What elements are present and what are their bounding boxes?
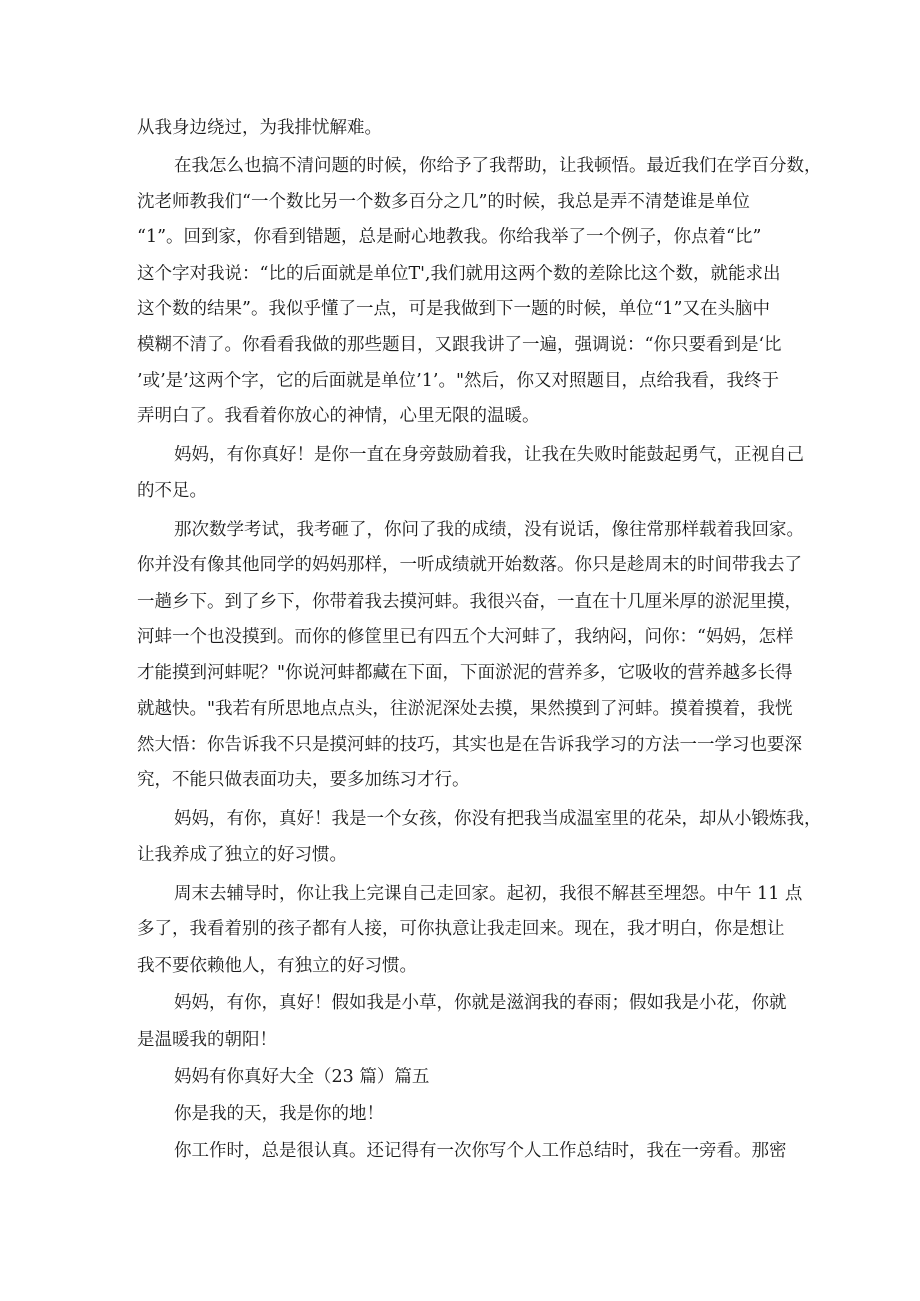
text-line: 让我养成了独立的好习惯。 [137, 845, 347, 865]
text-line: 然大悟：你告诉我不只是摸河蚌的技巧，其实也是在告诉我学习的方法一一学习也要深 [137, 735, 802, 755]
text-line: 周末去辅导时，你让我上完课自己走回家。起初，我很不解甚至埋怨。中午 11 点 [174, 884, 803, 904]
text-line: “1”。回到家，你看到错题，总是耐心地教我。你给我举了一个例子，你点着“比” [137, 227, 762, 247]
text-line: 这个数的结果”。我似乎懂了一点，可是我做到下一题的时候，单位“1”又在头脑中 [137, 299, 770, 319]
text-line: 沈老师教我们“一个数比另一个数多百分之几”的时候，我总是弄不清楚谁是单位 [137, 192, 750, 212]
text-line: 妈妈，有你真好！是你一直在身旁鼓励着我，让我在失败时能鼓起勇气，正视自己 [174, 445, 804, 465]
text-line: 妈妈，有你，真好！我是一个女孩，你没有把我当成温室里的花朵，却从小锻炼我， [174, 809, 822, 829]
section-heading: 妈妈有你真好大全（23 篇）篇五 [174, 1067, 430, 1087]
text-line: 河蚌一个也没摸到。而你的修筐里已有四五个大河蚌了，我纳闷，问你：“妈妈，怎样 [137, 627, 794, 647]
text-line: 弄明白了。我看着你放心的神情，心里无限的温暖。 [137, 406, 540, 426]
text-line: 多了，我看着别的孩子都有人接，可你执意让我走回来。现在，我才明白，你是想让 [137, 919, 785, 939]
text-line: 的不足。 [137, 481, 207, 501]
text-line: 究，不能只做表面功夫，要多加练习才行。 [137, 770, 470, 790]
text-line: 这个字对我说：“比的后面就是单位T',我们就用这两个数的差除比这个数，就能求出 [137, 264, 781, 284]
text-line: 从我身边绕过，为我排忧解难。 [137, 118, 382, 138]
text-line: 模糊不清了。你看看我做的那些题目，又跟我讲了一遍，强调说：“你只要看到是‘比 [137, 335, 782, 355]
text-line: 你并没有像其他同学的妈妈那样，一听成绩就开始数落。你只是趁周末的时间带我去了 [137, 555, 802, 575]
text-line: 才能摸到河蚌呢？"你说河蚌都藏在下面，下面淤泥的营养多，它吸收的营养越多长得 [137, 663, 793, 683]
text-line: 你是我的天，我是你的地！ [174, 1104, 384, 1124]
text-line: 妈妈，有你，真好！假如我是小草，你就是滋润我的春雨；假如我是小花，你就 [174, 993, 787, 1013]
text-line: 我不要依赖他人，有独立的好习惯。 [137, 956, 417, 976]
text-line: 那次数学考试，我考砸了，你问了我的成绩，没有说话，像往常那样载着我回家。 [174, 520, 804, 540]
text-line: 就越快。"我若有所思地点点头，往淤泥深处去摸，果然摸到了河蚌。摸着摸着，我恍 [137, 699, 793, 719]
text-line: 你工作时，总是很认真。还记得有一次你写个人工作总结时，我在一旁看。那密 [174, 1141, 787, 1161]
text-line: 是温暖我的朝阳！ [137, 1030, 277, 1050]
text-line: 一趟乡下。到了乡下，你带着我去摸河蚌。我很兴奋，一直在十几厘米厚的淤泥里摸， [137, 592, 802, 612]
text-line: ’或’是’这两个字，它的后面就是单位’1’。"然后，你又对照题目，点给我看，我终于 [137, 371, 779, 391]
text-line: 在我怎么也搞不清问题的时候，你给予了我帮助，让我顿悟。最近我们在学百分数， [174, 156, 822, 176]
